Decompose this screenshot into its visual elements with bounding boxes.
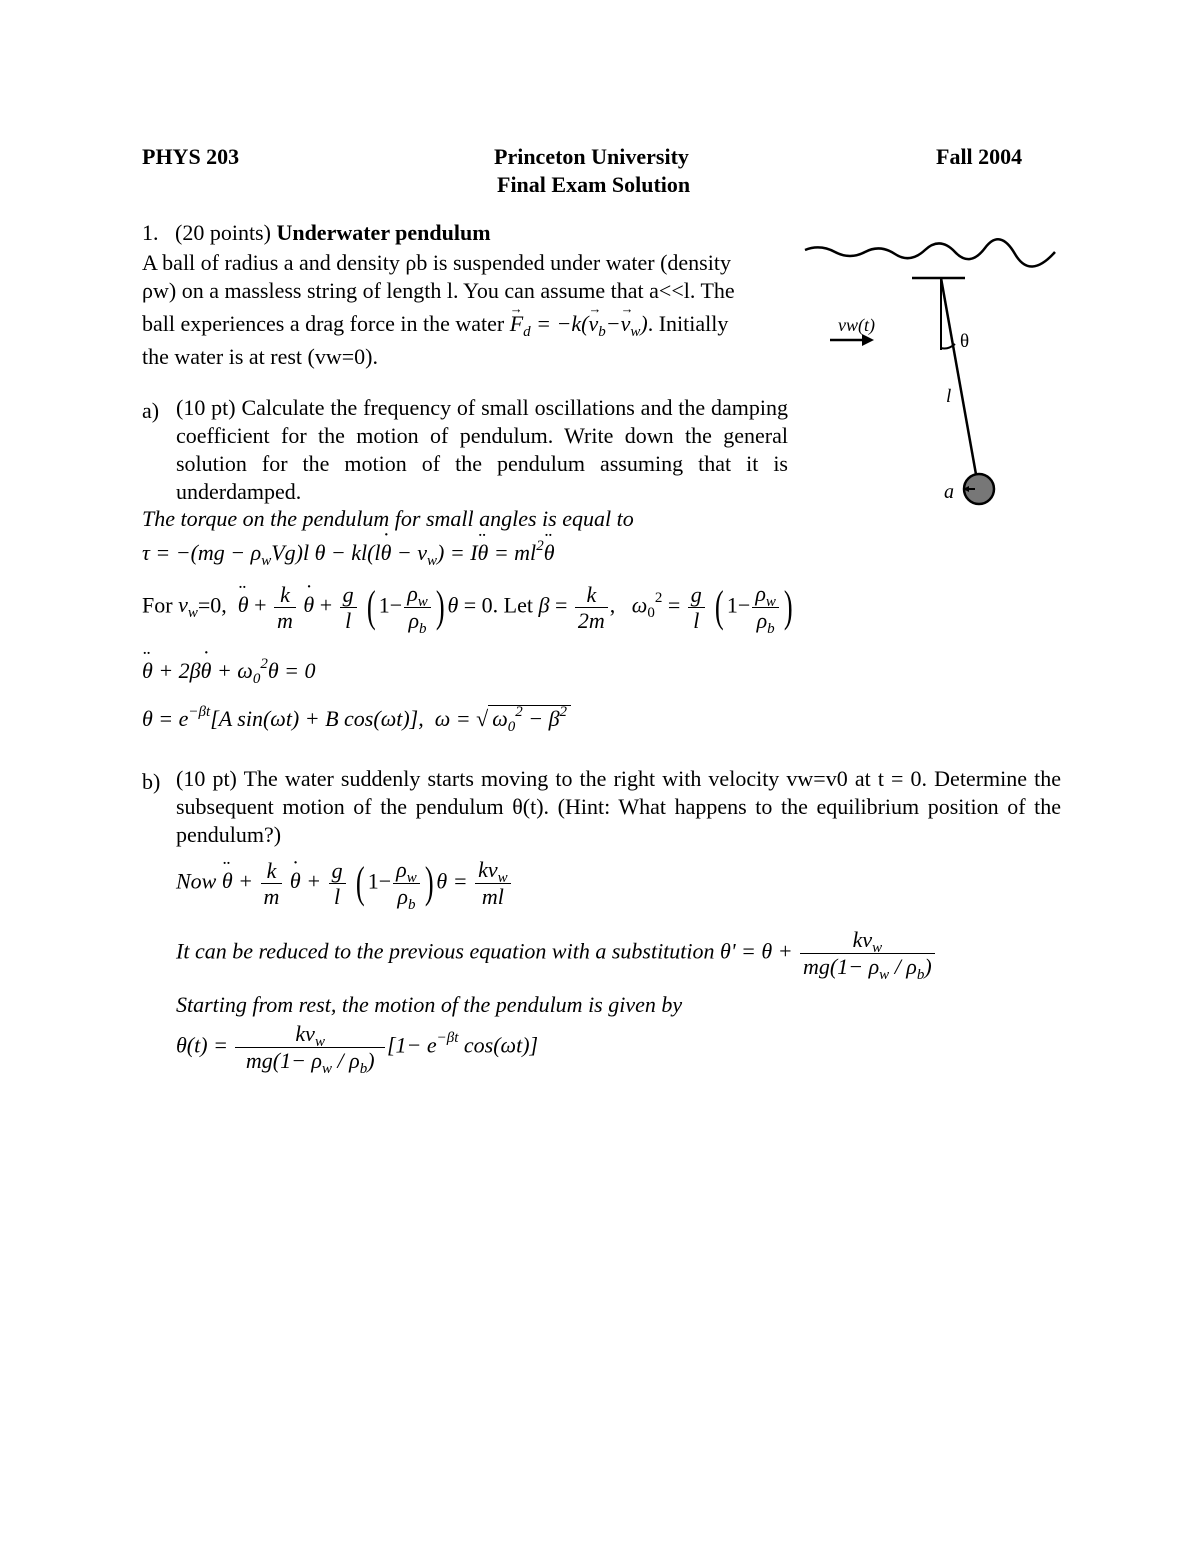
intro-line-1: A ball of radius a and density ρb is suspended under water (density — [142, 250, 731, 275]
water-surface — [805, 239, 1055, 266]
document-title: Final Exam Solution — [497, 172, 691, 197]
length-label: l — [946, 386, 952, 407]
problem-points: (20 points) — [175, 220, 271, 245]
part-b-text: The water suddenly starts moving to the right with velocity vw=v0 at t = 0. Determine the subsequent motion of the pendulum θ(t). (Hint: What happens to the equilibrium position of the pendulum?) — [176, 766, 1062, 847]
general-solution: $\theta = e^{-\beta t}[A$ sin(ωt) + B cos(ωt)], ω = √ $\omega_0^2 - \beta^2$ — [142, 705, 571, 730]
part-b-question — [176, 765, 1061, 849]
final-solution: θ(t) = $\frac{kv_w}{mg(1- \rho_w / \rho_b)}$ [$1- e^{-\beta t}$ cos(ωt)] — [176, 1021, 539, 1077]
damped-oscillator-equation: ¨ θ + 2β˙ $\theta + \omega_0^2\theta = 0$ — [142, 660, 315, 682]
pendulum-figure — [800, 230, 1070, 520]
part-b-points: (10 pt) — [176, 766, 237, 791]
part-b-label: b) — [142, 769, 161, 794]
course-code: PHYS 203 — [142, 144, 240, 169]
part-a-solution-intro: The torque on the pendulum for small angles is equal to — [142, 506, 634, 531]
velocity-arrow-head — [862, 334, 874, 346]
part-a-question — [176, 394, 788, 506]
intro-line-4: the water is at rest (vw=0). — [142, 344, 378, 369]
torque-equation: $\tau = -(mg - \rho_wVg)l$ θ − kl(l˙ $\theta - v_w$) = I¨ $\theta = ml^2¨$ θ — [142, 542, 555, 564]
for-text: For — [142, 592, 173, 618]
problem-heading — [142, 222, 491, 244]
part-a-text: Calculate the frequency of small oscillations and the damping coefficient for the motion of pendulum. Write down the general solution for the motion of the pendulum assuming that it is underdamped. — [176, 395, 789, 504]
forced-equation: Now ¨ θ + $\frac{k}{m}$ ˙ θ + $\frac{g}{l}$ ( 1− $\frac{\rho_w}{\rho_b}$ ) θ = $\frac{kv_w}{ml}$ — [176, 858, 513, 909]
problem-number: 1. — [142, 220, 159, 245]
intro-line-3 — [142, 311, 729, 340]
part-a-points: (10 pt) — [176, 395, 236, 420]
equation-vw-zero: For $v_w=0$, ¨ θ + $\frac{k}{m}$ ˙ θ + $\frac{g}{l}$ ( 1− $\frac{\rho_w}{\rho_b}$ ) θ = 0. Let β = $\frac{k}{2m}$ , $\omega_0^2$ = $\frac{g}{l}$ ( 1− $\frac{\rho_w}{\rho_b}$ ) — [142, 582, 796, 633]
problem-title: Underwater pendulum — [276, 220, 491, 245]
velocity-label: vw(t) — [838, 315, 875, 335]
part-a-label: a) — [142, 398, 160, 423]
substitution-line: It can be reduced to the previous equation with a substitution θ' = θ + $\frac{kv_w}{mg(1- \rho_w / \rho_b)}$ — [176, 928, 937, 979]
university-name: Princeton University — [494, 144, 689, 169]
let-text: . Let — [492, 592, 533, 618]
drag-force-formula: → $F_d = -k(\to v_b-\to v_w)$ — [510, 311, 648, 336]
now-text: Now — [176, 868, 217, 894]
angle-label: θ — [960, 331, 970, 352]
term: Fall 2004 — [936, 144, 1023, 169]
intro-line-2: ρw) on a massless string of length l. You can assume that a<<l. The — [142, 278, 735, 303]
radius-label: a — [944, 481, 954, 503]
starting-from-rest-text: Starting from rest, the motion of the pendulum is given by — [176, 992, 683, 1017]
intro-line-3-start: ball experiences a drag force in the water — [142, 311, 505, 336]
reduce-text: It can be reduced to the previous equation with a substitution — [176, 938, 715, 964]
pendulum-string — [941, 278, 977, 480]
intro-line-3-end: . Initially — [647, 311, 729, 336]
